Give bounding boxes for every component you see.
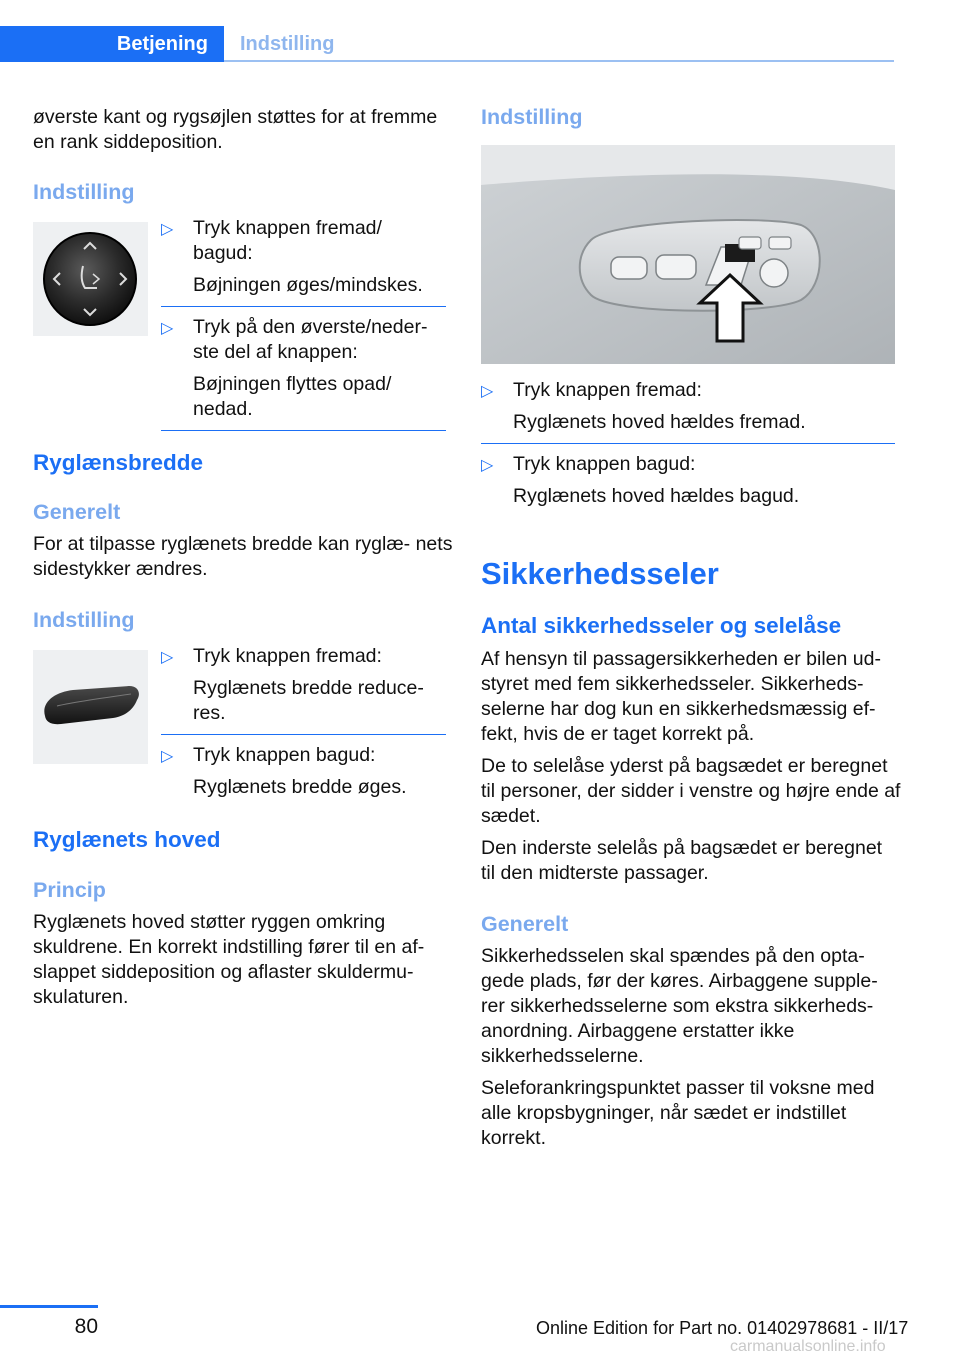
seat-buttons-icon bbox=[481, 145, 895, 364]
list-separator bbox=[161, 430, 446, 431]
footer-rule bbox=[0, 1305, 98, 1308]
list-item bbox=[161, 315, 446, 422]
list-item-main: Tryk på den øverste/neder- ste del af knappen: bbox=[193, 316, 428, 363]
list-item bbox=[161, 743, 446, 800]
list-item-sub: Ryglænets bredde reduce- res. bbox=[193, 677, 424, 724]
width-button-icon bbox=[33, 650, 148, 764]
heading-generelt-1: Generelt bbox=[33, 500, 121, 524]
antal-paragraph-2: De to selelåse yderst på bagsædet er beregnet til personer, der sidder i venstre og højre ende af sædet. bbox=[481, 755, 901, 827]
watermark: carmanualsonline.info bbox=[730, 1338, 886, 1355]
heading-ryglaensbredde: Ryglænsbredde bbox=[33, 450, 204, 475]
list-item-sub: Ryglænets hoved hældes fremad. bbox=[513, 411, 806, 433]
list-item-sub: Ryglænets bredde øges. bbox=[193, 776, 407, 798]
generelt-paragraph: For at tilpasse ryglænets bredde kan ryglæ- nets sidestykker ændres. bbox=[33, 533, 453, 580]
headrest-control-image bbox=[481, 145, 895, 364]
list-item-sub: Ryglænets hoved hældes bagud. bbox=[513, 485, 800, 507]
heading-indstilling-right: Indstilling bbox=[481, 105, 583, 129]
generelt-paragraph-2a: Sikkerhedsselen skal spændes på den opta- gede plads, før der køres. Airbaggene supple- rer sikkerhedsselerne som ekstra sikkerheds- anordning. Airbaggene erstatter ikke sikkerhedsselerne. bbox=[481, 945, 878, 1067]
width-control-image bbox=[33, 650, 148, 764]
bullet-triangle-icon: ▷ bbox=[161, 320, 174, 337]
list-item-main: Tryk knappen bagud: bbox=[513, 453, 696, 475]
list-item-main: Tryk knappen fremad: bbox=[193, 645, 382, 667]
list-item bbox=[481, 378, 895, 435]
list-item-main: Tryk knappen bagud: bbox=[193, 744, 376, 766]
heading-antal: Antal sikkerhedsseler og selelåse bbox=[481, 613, 842, 638]
list-item-main: Tryk knappen fremad/ bagud: bbox=[193, 217, 382, 264]
antal-paragraph-1: Af hensyn til passagersikkerheden er bilen ud- styret med fem sikkerhedsseler. Sikkerheds- selerne har dog kun en sikkerhedsmæssig ef- fekt, hvis de er taget korrekt på. bbox=[481, 648, 881, 745]
generelt-paragraph-2b: Seleforankringspunktet passer til voksne med alle kropsbygninger, når sædet er indstillet korrekt. bbox=[481, 1077, 875, 1149]
bullet-triangle-icon: ▷ bbox=[481, 457, 494, 474]
heading-indstilling-1: Indstilling bbox=[33, 180, 135, 204]
heading-generelt-2: Generelt bbox=[481, 912, 569, 936]
list-item-sub: Bøjningen øges/mindskes. bbox=[193, 274, 423, 296]
heading-indstilling-2: Indstilling bbox=[33, 608, 135, 632]
list-headrest bbox=[481, 378, 895, 509]
bullet-triangle-icon: ▷ bbox=[161, 748, 174, 765]
list-separator bbox=[481, 443, 895, 444]
tab-indstilling[interactable]: Indstilling bbox=[240, 33, 335, 55]
list-width bbox=[161, 644, 446, 800]
antal-paragraph-3: Den inderste selelås på bagsædet er beregnet til den midterste passager. bbox=[481, 837, 883, 884]
intro-paragraph: øverste kant og rygsøjlen støttes for at fremme en rank siddeposition. bbox=[33, 106, 438, 153]
heading-sikkerhedsseler: Sikkerhedsseler bbox=[481, 556, 719, 591]
list-item bbox=[481, 452, 895, 509]
list-item bbox=[161, 644, 446, 726]
list-lumbar bbox=[161, 216, 446, 439]
page-number: 80 bbox=[74, 1315, 98, 1338]
list-item bbox=[161, 216, 446, 298]
page-header bbox=[0, 0, 960, 62]
bullet-triangle-icon: ▷ bbox=[161, 649, 174, 666]
heading-ryglaenets-hoved: Ryglænets hoved bbox=[33, 827, 221, 852]
lumbar-control-image bbox=[33, 222, 148, 336]
header-rule bbox=[224, 60, 894, 62]
tab-betjening[interactable]: Betjening bbox=[0, 26, 224, 62]
list-separator bbox=[161, 306, 446, 307]
footer-edition: Online Edition for Part no. 01402978681 - II/17 bbox=[536, 1318, 909, 1338]
bullet-triangle-icon: ▷ bbox=[161, 221, 174, 238]
list-item-sub: Bøjningen flyttes opad/ nedad. bbox=[193, 373, 392, 420]
heading-princip: Princip bbox=[33, 878, 106, 902]
lumbar-control-icon bbox=[33, 222, 148, 336]
bullet-triangle-icon: ▷ bbox=[481, 383, 494, 400]
princip-paragraph: Ryglænets hoved støtter ryggen omkring skuldrene. En korrekt indstilling fører til en af- slappet siddeposition og aflaster skuldermu- skulaturen. bbox=[33, 911, 425, 1008]
list-item-main: Tryk knappen fremad: bbox=[513, 379, 702, 401]
list-separator bbox=[161, 734, 446, 735]
